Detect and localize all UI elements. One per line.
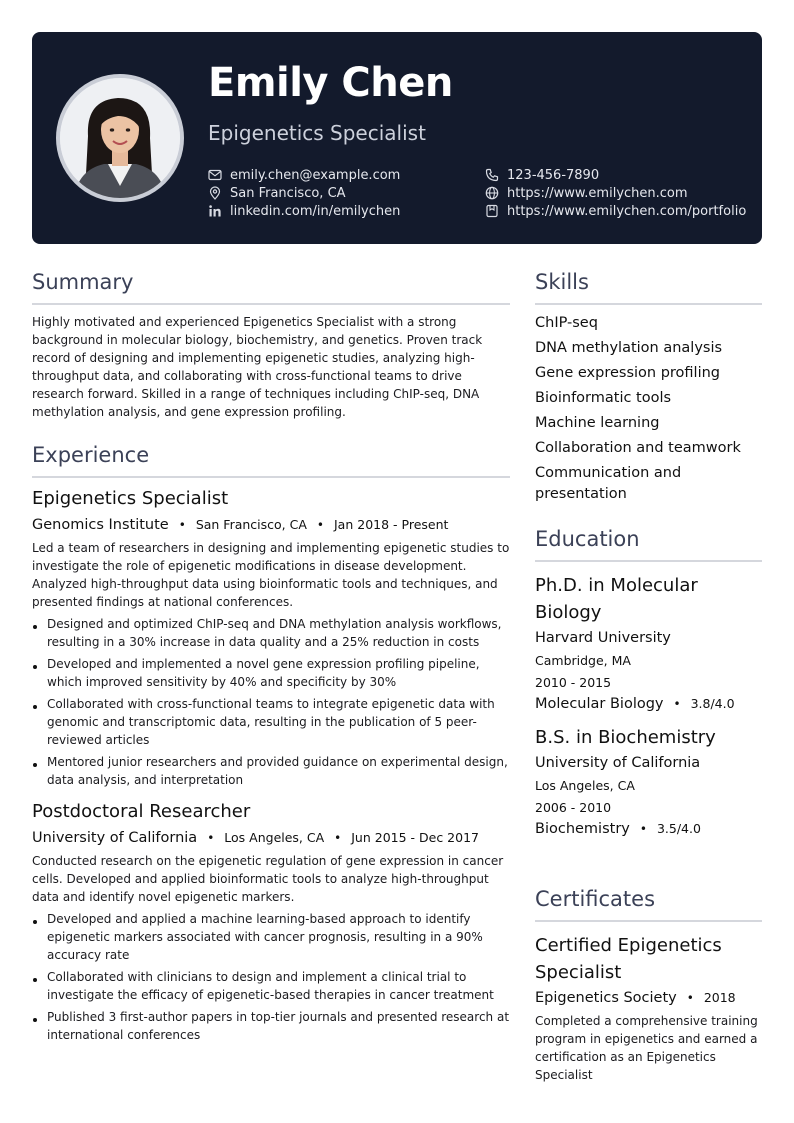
phone-icon: [485, 168, 499, 182]
school-name: University of California: [535, 755, 701, 771]
skill-item: ChIP-seq: [535, 315, 598, 331]
contact-location: [208, 184, 400, 202]
certificates-heading: Certificates: [535, 887, 762, 922]
achievement-item: Mentored junior researchers and provided guidance on experimental design, data analysis, and interpretation: [32, 753, 510, 789]
job-description: Conducted research on the epigenetic regulation of gene expression in cancer cells. Developed and applied bioinformatic tools to analyze high-throughput data and identify novel epigenetic markers.: [32, 854, 504, 904]
skill-item: Gene expression profiling: [535, 365, 721, 381]
gpa: 3.5/4.0: [656, 821, 701, 836]
candidate-title: Epigenetics Specialist: [208, 121, 426, 145]
education-meta: [535, 696, 762, 712]
contact-list-right: [485, 166, 746, 220]
skills-section: [535, 270, 762, 509]
achievement-item: Designed and optimized ChIP-seq and DNA methylation analysis workflows, resulting in a 30% increase in data quality and a 25% reduction in costs: [32, 615, 510, 651]
education-entry: [535, 724, 762, 837]
degree-title: Ph.D. in Molecular Biology: [535, 575, 698, 623]
summary-section: [32, 270, 510, 421]
education-section: [535, 527, 762, 837]
contact-website[interactable]: [485, 184, 746, 202]
website-text: https://www.emilychen.com: [507, 185, 688, 201]
skill-item: DNA methylation analysis: [535, 340, 723, 356]
phone-text: 123-456-7890: [507, 167, 600, 183]
summary-text: Highly motivated and experienced Epigenetics Specialist with a strong background in molecular biology, biochemistry, and genetics. Proven track record of designing and implementing epigenetic studies, analyzing high-throughput data, and collaborating with cross-functional teams to drive research forward. Skilled in a range of techniques including ChIP-seq, DNA methylation analysis, and gene expression profiling.: [32, 315, 483, 419]
contact-linkedin[interactable]: [208, 202, 400, 220]
mail-icon: [208, 168, 222, 182]
summary-heading: Summary: [32, 270, 510, 305]
contact-phone[interactable]: [485, 166, 746, 184]
achievement-item: Published 3 first-author papers in top-tier journals and presented research at international conferences: [32, 1008, 510, 1044]
profile-photo: [56, 74, 184, 202]
job-entry: [32, 488, 510, 789]
job-title: Epigenetics Specialist: [32, 488, 229, 509]
achievement-item: Collaborated with cross-functional teams to integrate epigenetic data with genomic and transcriptomic data, resulting in the publication of 5 peer-reviewed articles: [32, 695, 510, 749]
school-name: Harvard University: [535, 630, 671, 646]
email-text: emily.chen@example.com: [230, 167, 401, 183]
job-organization: University of California: [32, 830, 198, 846]
degree-title: B.S. in Biochemistry: [535, 727, 716, 748]
skill-item: Machine learning: [535, 415, 660, 431]
school-location: Cambridge, MA: [535, 653, 631, 668]
certificate-year: 2018: [703, 990, 736, 1005]
separator-dot: •: [316, 518, 324, 532]
education-dates: 2006 - 2010: [535, 800, 612, 815]
education-dates: 2010 - 2015: [535, 675, 612, 690]
contact-portfolio[interactable]: [485, 202, 746, 220]
job-title: Postdoctoral Researcher: [32, 801, 251, 822]
linkedin-text: linkedin.com/in/emilychen: [230, 203, 401, 219]
candidate-name: Emily Chen: [208, 60, 453, 106]
contact-list-left: [208, 166, 400, 220]
job-organization: Genomics Institute: [32, 517, 169, 533]
experience-section: [32, 443, 510, 1048]
achievement-item: Developed and applied a machine learning-based approach to identify epigenetic markers associated with cancer prognosis, resulting in a 90% accuracy rate: [32, 910, 510, 964]
location-text: San Francisco, CA: [230, 185, 346, 201]
skill-item: Bioinformatic tools: [535, 390, 672, 406]
separator-dot: •: [178, 518, 186, 532]
portfolio-text: https://www.emilychen.com/portfolio: [507, 203, 747, 219]
skills-list: [535, 313, 762, 505]
education-meta: [535, 821, 762, 837]
certificate-issuer: Epigenetics Society: [535, 990, 677, 1006]
portfolio-icon: [485, 204, 499, 218]
job-entry: [32, 801, 510, 1044]
linkedin-icon: [208, 204, 222, 218]
job-meta: [32, 830, 510, 846]
skill-item: Collaboration and teamwork: [535, 440, 741, 456]
certificates-section: [535, 887, 762, 1084]
location-icon: [208, 186, 222, 200]
certificate-meta: [535, 990, 762, 1006]
job-dates: Jun 2015 - Dec 2017: [351, 830, 479, 845]
skills-heading: Skills: [535, 270, 762, 305]
achievement-item: Collaborated with clinicians to design and implement a clinical trial to investigate the efficacy of epigenetic-based therapies in cancer treatment: [32, 968, 510, 1004]
achievement-item: Developed and implemented a novel gene expression profiling pipeline, which improved sensitivity by 40% and specificity by 30%: [32, 655, 510, 691]
certificate-description: Completed a comprehensive training program in epigenetics and earned a certification as an Epigenetics Specialist: [535, 1014, 758, 1082]
contact-email[interactable]: [208, 166, 400, 184]
job-location: San Francisco, CA: [195, 517, 307, 532]
field-of-study: Biochemistry: [535, 821, 630, 837]
separator-dot: •: [639, 822, 647, 836]
job-meta: [32, 517, 510, 533]
job-description: Led a team of researchers in designing and implementing epigenetic studies to investigate the role of epigenetic modifications in disease development. Analyzed high-throughput data using bioinformatic tools and techniques, and presented findings at national conferences.: [32, 541, 510, 609]
school-location: Los Angeles, CA: [535, 778, 635, 793]
separator-dot: •: [673, 697, 681, 711]
separator-dot: •: [334, 831, 342, 845]
education-entry: [535, 572, 762, 712]
gpa: 3.8/4.0: [690, 696, 735, 711]
field-of-study: Molecular Biology: [535, 696, 664, 712]
globe-icon: [485, 186, 499, 200]
resume-header: [32, 32, 762, 244]
job-achievements: [32, 910, 510, 1044]
job-achievements: [32, 615, 510, 789]
experience-heading: Experience: [32, 443, 510, 478]
certificate-entry: [535, 932, 762, 1084]
job-dates: Jan 2018 - Present: [334, 517, 449, 532]
separator-dot: •: [207, 831, 215, 845]
separator-dot: •: [686, 991, 694, 1005]
certificate-name: Certified Epigenetics Specialist: [535, 935, 722, 983]
education-heading: Education: [535, 527, 762, 562]
skill-item: Communication and presentation: [535, 465, 682, 502]
job-location: Los Angeles, CA: [224, 830, 325, 845]
